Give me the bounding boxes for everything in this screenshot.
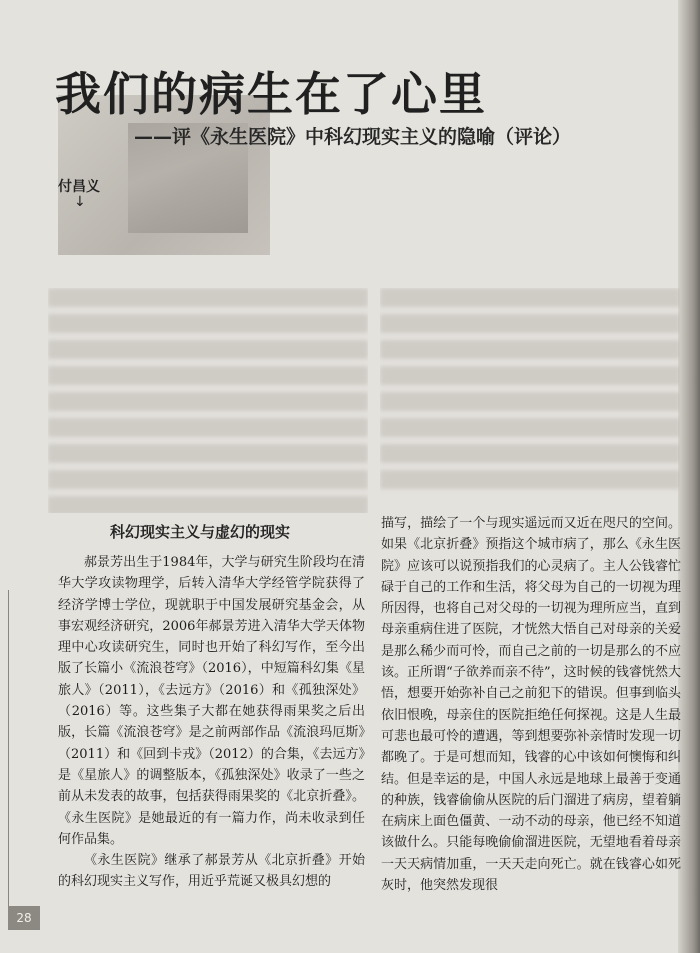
paragraph: 描写，描绘了一个与现实遥远而又近在咫尺的空间。如果《北京折叠》预指这个城市病了，那么《永生医院》应该可以说预指我们的心灵病了。主人公钱睿忙碌于自己的工作和生活，将父母为自己的一切视为理所因得，也将自己对父母的一切视为理所应当，直到母亲重病住进了医院，才恍然大悟自己对母亲的关爱是那么稀少而可怜，而自己之前的一切是那么的不应该。正所谓“子欲养而亲不待”，这时候的钱睿恍然大悟，想要开始弥补自己之前犯下的错误。但事到临头依旧恨晚，母亲住的医院拒绝任何探视。这是人生最可悲也最可怜的遭遇，等到想要弥补亲情时发现一切都晚了。于是可想而知，钱睿的心中该如何懊悔和纠结。但是幸运的是，中国人永远是地球上最善于变通的种族，钱睿偷偷从医院的后门溜进了病房，望着躺在病床上面色僵黄、一动不动的母亲，他已经不知道该做什么。只能每晚偷偷溜进医院，无望地看着母亲一天天病情加重，一天天走向死亡。就在钱睿心如死灰时，他突然发现很 xyxy=(381,516,681,894)
book-spine-shadow xyxy=(678,0,700,953)
page-number: 28 xyxy=(8,906,40,930)
bleed-through-text-right xyxy=(380,288,680,513)
paragraph: 《永生医院》继承了郝景芳从《北京折叠》开始的科幻现实主义写作，用近乎荒诞又极具幻想的 xyxy=(58,853,365,890)
article-title: 我们的病生在了心里 xyxy=(55,67,487,121)
margin-rule xyxy=(8,590,9,910)
bleed-through-text-left xyxy=(48,288,368,513)
author-arrow-icon: ↓ xyxy=(74,194,86,210)
section-heading: 科幻现实主义与虚幻的现实 xyxy=(110,523,291,541)
paragraph: 郝景芳出生于1984年，大学与研究生阶段均在清华大学攻读物理学，后转入清华大学经管学院获得了经济学博士学位，现就职于中国发展研究基金会，从事宏观经济研究，2006年郝景芳进入清华大学天体物理中心攻读研究生，同时也开始了科幻写作，至今出版了长篇小《流浪苍穹》（2016），中短篇科幻集《星旅人》（2011），《去远方》（2016）和《孤独深处》（2016）等。这些集子大都在她获得雨果奖之后出版，长篇《流浪苍穹》是之前两部作品《流浪玛厄斯》（2011）和《回到卡戎》（2012）的合集，《去远方》是《星旅人》的调整版本，《孤独深处》收录了一些之前从未发表的故事，包括获得雨果奖的《北京折叠》。《永生医院》是她最近的有一篇力作，尚未收录到任何作品集。 xyxy=(58,555,365,847)
left-column xyxy=(58,552,365,893)
article-subtitle: ——评《永生医院》中科幻现实主义的隐喻（评论） xyxy=(134,126,572,148)
author-name: 付昌义 xyxy=(58,179,100,195)
right-column xyxy=(381,513,681,896)
